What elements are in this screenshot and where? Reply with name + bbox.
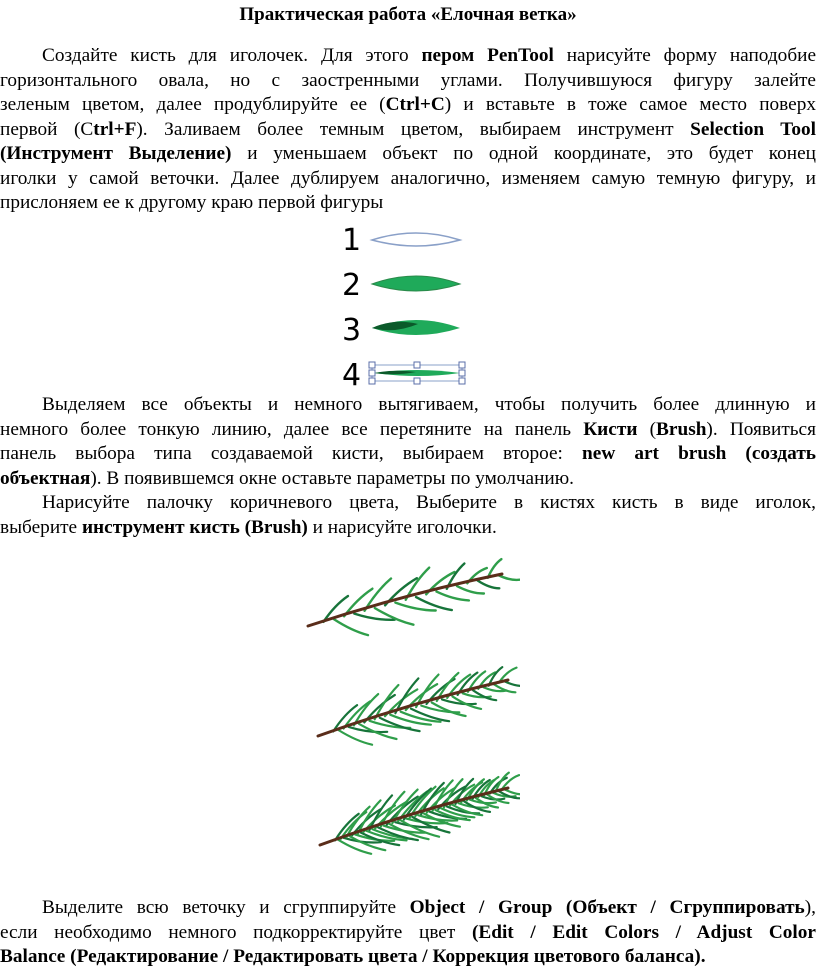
text: и нарисуйте иголочки. — [307, 516, 497, 538]
text: немного более тонкую линию, далее все перетяните на панель — [0, 418, 584, 440]
paragraph-4-line-1 — [0, 896, 816, 921]
text: Выделяем все объекты и немного вытягиваем, чтобы получить более длинную и — [42, 394, 816, 415]
pine-needle — [437, 592, 469, 601]
pine-needle — [498, 575, 520, 580]
bold-text: пером PenTool — [421, 45, 554, 66]
pine-needle — [478, 581, 500, 589]
text: и уменьшаем объект по одной координате, это будет конец — [231, 143, 816, 164]
paragraph-4-line-3 — [0, 945, 816, 970]
text: Создайте кисть для иголочек. Для этого — [42, 45, 422, 66]
paragraph-2-line-1 — [0, 393, 816, 418]
bold-text: Ctrl+C — [385, 94, 445, 115]
bold-text: Brush — [656, 418, 707, 440]
text: ). Заливаем более темным цветом, выбираем инструмент — [136, 118, 691, 140]
pine-needle — [473, 690, 496, 700]
bold-text: (Edit / Edit Colors / Adjust Color — [471, 921, 816, 943]
bold-text: trl+F — [93, 118, 137, 140]
page-title: Практическая работа «Елочная ветка» — [239, 4, 577, 25]
paragraph-4-line-2 — [0, 921, 816, 946]
bold-text: Object / Group (Объект / Сгруппировать — [409, 897, 805, 918]
pine-needle — [375, 608, 414, 625]
paragraph-1-line-3 — [0, 93, 816, 118]
text: панель выбора типа создаваемой кисти, выбираем второе: — [0, 443, 583, 464]
leaf-filled-shape — [372, 276, 460, 291]
text: первой (C — [0, 118, 94, 140]
leaf-outline-shape — [372, 233, 460, 246]
paragraph-1-line-1 — [0, 44, 816, 69]
text: Нарисуйте палочку коричневого цвета, Выберите в кистях кисть в виде иголок, — [42, 492, 816, 513]
paragraph-4 — [0, 896, 816, 970]
paragraph-2-line-3 — [0, 442, 816, 467]
pine-branch-dense — [320, 773, 520, 854]
pine-branches-figure — [290, 540, 520, 890]
pine-needle — [416, 597, 452, 610]
pine-branch-medium — [318, 667, 520, 745]
text: Выделите всю веточку и сгруппируйте — [42, 897, 410, 918]
paragraph-1-line-5 — [0, 142, 816, 167]
bold-text: объектная — [0, 467, 91, 489]
step-label-3: 3 — [342, 313, 362, 348]
text: ) и вставьте в тоже самое место поверх — [444, 94, 816, 115]
bold-text: new art brush (создать — [582, 443, 816, 464]
bold-text: (Инструмент Выделение) — [0, 143, 232, 164]
paragraph-1-line-4 — [0, 118, 816, 143]
bold-text: Selection Tool — [690, 118, 816, 140]
paragraph-1-line-7: прислоняем ее к другому краю первой фигуры — [0, 192, 384, 213]
text: выберите — [0, 516, 82, 538]
paragraph-3-line-1 — [0, 491, 816, 516]
paragraph-1-line-2: горизонтального овала, но с заостренными углами. Получившуюся фигуру залейте — [0, 69, 816, 91]
bold-text: Balance (Редактирование / Редактировать цвета / Коррекция цветового баланса). — [0, 946, 706, 967]
text: нарисуйте форму наподобие — [553, 45, 816, 66]
paragraph-3 — [0, 491, 816, 540]
text: ). В появившемся окне оставьте параметры по умолчанию. — [90, 467, 574, 489]
pine-needle — [504, 789, 520, 794]
text: ), — [804, 897, 816, 918]
brush-steps-figure — [338, 222, 483, 390]
step-label-4: 4 — [342, 358, 362, 390]
paragraph-2-line-2 — [0, 418, 816, 443]
text: если необходимо немного подкорректируйте цвет — [0, 921, 472, 943]
bold-text: инструмент кисть (Brush) — [81, 516, 308, 538]
paragraph-2-line-4 — [0, 467, 816, 492]
text: ). Появиться — [706, 418, 816, 440]
text: зеленым цветом, далее продублируйте ее ( — [0, 94, 386, 115]
step-label-1: 1 — [342, 223, 362, 258]
bold-text: Кисти — [583, 418, 638, 440]
pine-needle — [334, 619, 368, 635]
pine-needle — [457, 586, 484, 593]
pine-needle — [338, 730, 372, 745]
paragraph-3-line-2 — [0, 516, 816, 541]
text: ( — [637, 418, 657, 440]
step-label-2: 2 — [342, 268, 362, 303]
paragraph-2 — [0, 393, 816, 491]
pine-branch-sparse — [308, 559, 520, 635]
paragraph-1 — [0, 44, 816, 216]
branch-stem — [320, 788, 508, 845]
paragraph-1-line-6: иголки у самой веточки. Далее дублируем аналогично, изменяем самую темную фигуру, и — [0, 167, 816, 189]
